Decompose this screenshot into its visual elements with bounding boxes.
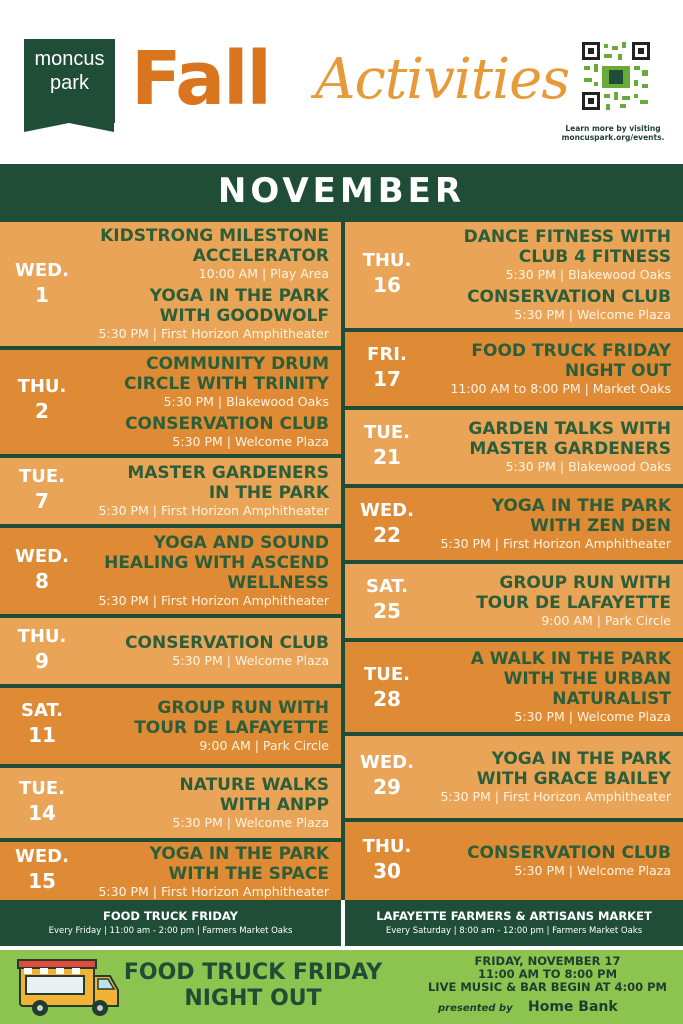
farmers-market-bar [345,900,683,946]
title-fall: Fall [131,36,270,122]
event-title: CLUB 4 FITNESS [518,247,671,267]
event-item[interactable] [98,533,329,609]
day-of-week: WED. [15,546,69,567]
month-banner: NOVEMBER [0,164,683,218]
date-label [345,576,429,624]
event-item[interactable] [464,227,671,283]
day-row [0,458,341,524]
event-time-location: 5:30 PM | Blakewood Oaks [505,459,671,474]
info-right-title: LAFAYETTE FARMERS & ARTISANS MARKET [376,909,652,923]
event-title: WITH ANPP [219,795,329,815]
logo-line1: moncus [34,48,105,70]
day-number: 25 [373,599,401,623]
day-row [0,768,341,838]
day-events [440,496,671,556]
event-item[interactable] [172,775,329,831]
event-title: YOGA IN THE PARK [491,749,671,769]
date-label [0,260,84,308]
title-activities: Activities [315,47,570,112]
date-label [0,376,84,424]
event-time-location: 5:30 PM | First Horizon Amphitheater [440,536,671,551]
day-events [476,573,671,633]
date-label [0,626,84,674]
event-title: KIDSTRONG MILESTONE [100,226,329,246]
event-title: YOGA IN THE PARK [491,496,671,516]
day-number: 1 [35,283,49,307]
event-item[interactable] [98,463,329,519]
date-label [345,250,429,298]
event-title: CONSERVATION CLUB [467,843,671,863]
date-label [0,846,84,894]
event-title: NIGHT OUT [564,361,671,381]
event-time-location: 5:30 PM | Blakewood Oaks [163,394,329,409]
day-events [471,649,671,729]
event-title: GROUP RUN WITH [499,573,671,593]
day-of-week: SAT. [21,700,63,721]
event-item[interactable] [124,414,329,450]
event-time-location: 9:00 AM | Park Circle [199,738,329,753]
qr-caption-line1: Learn more by visiting [565,124,661,133]
presented-by: presented by [438,1003,513,1014]
event-item[interactable] [440,749,671,805]
day-number: 22 [373,523,401,547]
event-title: WITH GRACE BAILEY [476,769,671,789]
day-number: 14 [28,801,56,825]
day-row [0,350,341,454]
header [0,0,683,164]
ft-detail-music: LIVE MUSIC & BAR BEGIN AT 4:00 PM [427,980,667,994]
event-title: CONSERVATION CLUB [467,287,671,307]
day-events [468,419,671,479]
qr-code-icon[interactable] [580,40,652,112]
day-events [98,226,329,346]
info-left-sub: Every Friday | 11:00 am - 2:00 pm | Farmers Market Oaks [48,926,293,936]
event-time-location: 5:30 PM | First Horizon Amphitheater [98,884,329,899]
logo-line2: park [50,72,89,94]
event-title: WITH GOODWOLF [159,306,329,326]
day-number: 30 [373,859,401,883]
ft-title-line1: FOOD TRUCK FRIDAY [123,960,383,985]
event-time-location: 10:00 AM | Play Area [198,266,329,281]
date-label [0,546,84,594]
day-of-week: TUE. [363,422,411,443]
event-item[interactable] [124,354,329,410]
day-of-week: SAT. [366,576,408,597]
date-label [345,664,429,712]
day-of-week: WED. [360,500,414,521]
event-title: GROUP RUN WITH [157,698,329,718]
event-item[interactable] [98,286,329,342]
day-number: 29 [373,775,401,799]
day-row [345,564,683,638]
day-of-week: WED. [15,260,69,281]
food-truck-friday-bar [0,900,341,946]
info-right-sub: Every Saturday | 8:00 am - 12:00 pm | Farmers Market Oaks [385,926,643,936]
day-of-week: WED. [360,752,414,773]
day-events [125,633,329,673]
day-of-week: THU. [362,250,412,271]
event-time-location: 5:30 PM | First Horizon Amphitheater [440,789,671,804]
event-title: IN THE PARK [208,483,329,503]
day-row [0,222,341,346]
day-number: 15 [28,869,56,893]
event-item[interactable] [125,633,329,669]
event-title: GARDEN TALKS WITH [468,419,671,439]
event-title: WITH THE SPACE [168,864,329,884]
day-row [345,410,683,484]
event-item[interactable] [476,573,671,629]
schedule [0,218,683,900]
event-title: YOGA IN THE PARK [149,844,329,864]
day-of-week: FRI. [367,344,407,365]
event-title: NATURALIST [552,689,671,709]
date-label [345,752,429,800]
day-events [98,533,329,613]
event-title: WELLNESS [227,573,329,593]
day-of-week: TUE. [363,664,411,685]
event-title: DANCE FITNESS WITH [463,227,671,247]
event-time-location: 5:30 PM | Welcome Plaza [514,307,671,322]
event-title: CONSERVATION CLUB [125,633,329,653]
event-details [420,955,675,994]
event-time-location: 5:30 PM | First Horizon Amphitheater [98,326,329,341]
event-time-location: 5:30 PM | Welcome Plaza [172,815,329,830]
event-title: YOGA IN THE PARK [149,286,329,306]
day-number: 11 [28,723,56,747]
day-events [450,341,671,401]
event-item[interactable] [467,843,671,879]
event-title: WITH ZEN DEN [530,516,671,536]
day-row [0,688,341,764]
event-title: WITH THE URBAN [503,669,671,689]
event-time-location: 9:00 AM | Park Circle [541,613,671,628]
qr-caption-url[interactable]: moncuspark.org/events. [561,133,665,142]
day-number: 16 [373,273,401,297]
event-title: YOGA AND SOUND [153,533,329,553]
event-time-location: 5:30 PM | Welcome Plaza [172,434,329,449]
day-row [0,618,341,684]
day-events [464,227,671,327]
day-events [440,749,671,809]
event-title: COMMUNITY DRUM [146,354,329,374]
event-time-location: 11:00 AM to 8:00 PM | Market Oaks [450,381,671,396]
event-title: TOUR DE LAFAYETTE [476,593,671,613]
day-events [98,844,329,904]
footer-banner [0,950,683,1024]
day-of-week: TUE. [18,778,66,799]
event-time-location: 5:30 PM | First Horizon Amphitheater [98,503,329,518]
day-row [0,842,341,900]
day-number: 2 [35,399,49,423]
event-item[interactable] [468,419,671,475]
ft-title-line2: NIGHT OUT [184,986,322,1011]
day-row [345,488,683,560]
date-label [345,836,429,884]
day-of-week: TUE. [18,466,66,487]
day-row [345,736,683,818]
day-number: 7 [35,489,49,513]
date-label [345,500,429,548]
event-title: CONSERVATION CLUB [125,414,329,434]
day-row [0,528,341,614]
day-of-week: THU. [17,626,67,647]
date-label [0,466,84,514]
day-row [345,822,683,900]
day-number: 8 [35,569,49,593]
qr-caption [548,124,678,142]
food-truck-friday-title [108,960,398,1012]
date-label [345,422,429,470]
day-of-week: THU. [17,376,67,397]
event-title: TOUR DE LAFAYETTE [134,718,329,738]
event-title: MASTER GARDENERS [127,463,329,483]
logo-text [24,47,115,95]
ft-detail-time: 11:00 AM TO 8:00 PM [477,967,618,981]
event-time-location: 5:30 PM | Welcome Plaza [514,709,671,724]
event-item[interactable] [440,496,671,552]
food-truck-icon [14,954,122,1020]
day-events [98,463,329,523]
event-title: MASTER GARDENERS [469,439,671,459]
event-time-location: 5:30 PM | First Horizon Amphitheater [98,593,329,608]
event-time-location: 5:30 PM | Blakewood Oaks [505,267,671,282]
event-time-location: 5:30 PM | Welcome Plaza [172,653,329,668]
day-number: 21 [373,445,401,469]
event-item[interactable] [134,698,329,754]
day-row [345,642,683,732]
info-left-title: FOOD TRUCK FRIDAY [102,909,238,923]
day-events [467,843,671,883]
date-label [345,344,429,392]
day-row [345,222,683,328]
day-row [345,332,683,406]
moncus-park-logo[interactable] [24,39,115,123]
date-label [0,778,84,826]
event-item[interactable] [450,341,671,397]
event-item[interactable] [98,844,329,900]
day-number: 28 [373,687,401,711]
event-item[interactable] [98,226,329,282]
event-title: HEALING WITH ASCEND [104,553,329,573]
day-of-week: THU. [362,836,412,857]
event-title: FOOD TRUCK FRIDAY [471,341,671,361]
event-title: ACCELERATOR [192,246,329,266]
event-item[interactable] [471,649,671,725]
day-of-week: WED. [15,846,69,867]
event-time-location: 5:30 PM | Welcome Plaza [514,863,671,878]
event-title: CIRCLE WITH TRINITY [123,374,329,394]
day-number: 17 [373,367,401,391]
date-label [0,700,84,748]
day-events [124,354,329,454]
day-events [172,775,329,835]
event-item[interactable] [464,287,671,323]
ft-detail-date: FRIDAY, NOVEMBER 17 [474,954,621,968]
day-events [134,698,329,758]
event-title: A WALK IN THE PARK [470,649,671,669]
event-title: NATURE WALKS [179,775,329,795]
home-bank-logo: Home Bank [528,999,618,1015]
day-number: 9 [35,649,49,673]
